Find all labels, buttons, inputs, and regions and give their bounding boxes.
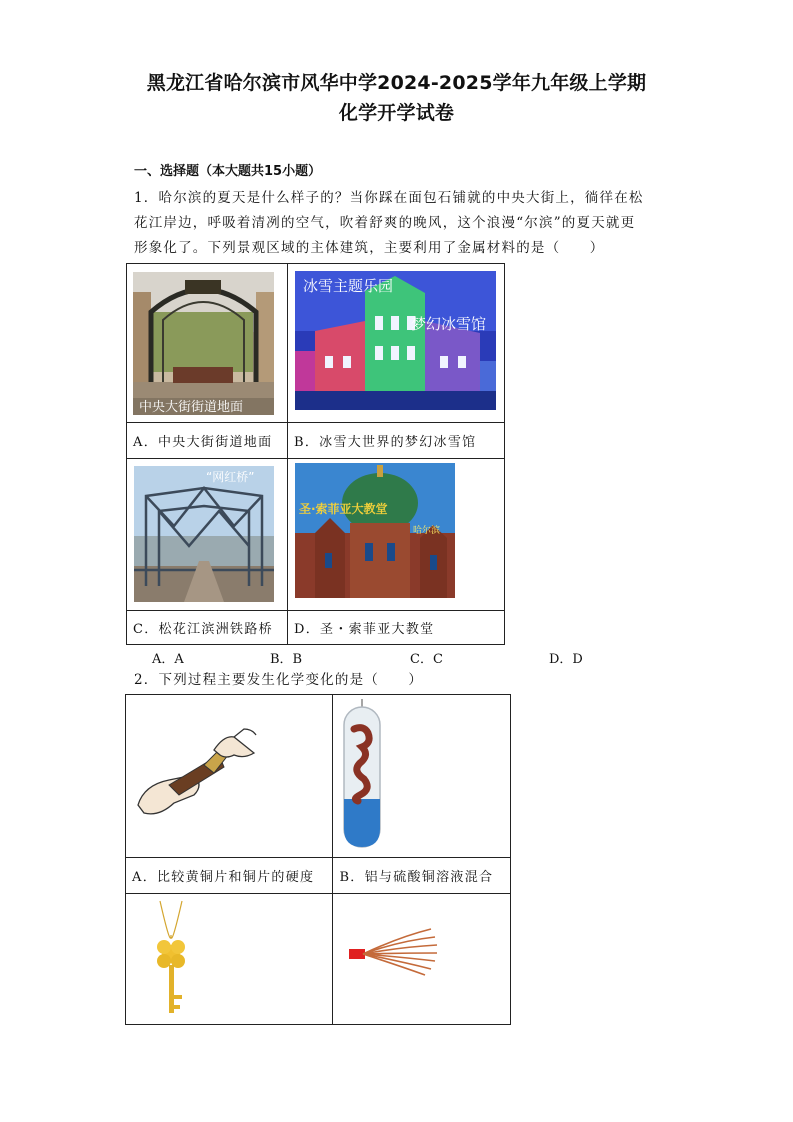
question-1-stem [134,186,674,261]
cell-2a-image [126,695,333,858]
ice-palace-photo [295,271,496,410]
option-b[interactable]: B．B [270,652,303,667]
gold-key-pendant-illustration [154,899,188,1019]
option-c[interactable]: C．C [410,652,443,667]
test-tube-illustration [340,699,384,855]
question-1-line3: 形象化了。下列景观区域的主体建筑，主要利用了金属材料的是（ ） [134,240,605,256]
option-d-caption: D．圣・索菲亚大教堂 [288,611,505,645]
ice-palace-photo-label2: 梦幻冰雪馆 [411,315,487,333]
question-1-line1: 1．哈尔滨的夏天是什么样子的？当你踩在面包石铺就的中央大街上，徜徉在松 [134,190,644,206]
option-a[interactable]: A．A [152,652,184,667]
option-2a-caption: A．比较黄铜片和铜片的硬度 [126,858,333,894]
railway-bridge-photo [134,466,274,602]
scratching-brass-illustration [134,725,262,820]
question-1-image-table [126,263,505,645]
question-2-image-table [125,694,511,1025]
cathedral-photo [295,463,455,598]
cathedral-photo-label2: 哈尔滨 [413,526,441,536]
cell-d-image [288,459,505,611]
cell-2c-image [126,894,333,1025]
central-street-photo [133,272,274,415]
copper-wire-illustration [349,927,439,977]
option-d[interactable]: D．D [549,652,583,667]
cell-2d-image [333,894,511,1025]
cell-b-image [288,264,505,423]
section-heading: 一、选择题（本大题共15小题） [134,164,322,179]
page-title-line2: 化学开学试卷 [338,102,455,124]
cell-c-image [127,459,288,611]
page-title-line1: 黑龙江省哈尔滨市风华中学2024-2025学年九年级上学期 [146,72,647,94]
central-street-photo-label: 中央大街街道地面 [139,400,244,415]
ice-palace-photo-label1: 冰雪主题乐园 [303,277,394,295]
cathedral-photo-label1: 圣·索菲亚大教堂 [299,502,388,516]
option-c-caption: C．松花江滨洲铁路桥 [127,611,288,645]
cell-a-image [127,264,288,423]
question-1-line2: 花江岸边，呼吸着清冽的空气，吹着舒爽的晚风，这个浪漫“尔滨”的夏天就更 [134,215,636,231]
option-b-caption: B．冰雪大世界的梦幻冰雪馆 [288,423,505,459]
cell-2b-image [333,695,511,858]
question-2-stem: 2．下列过程主要发生化学变化的是（ ） [134,672,424,688]
option-a-caption: A．中央大街街道地面 [127,423,288,459]
option-2b-caption: B．铝与硫酸铜溶液混合 [333,858,511,894]
railway-bridge-photo-label: “网红桥” [206,470,255,484]
